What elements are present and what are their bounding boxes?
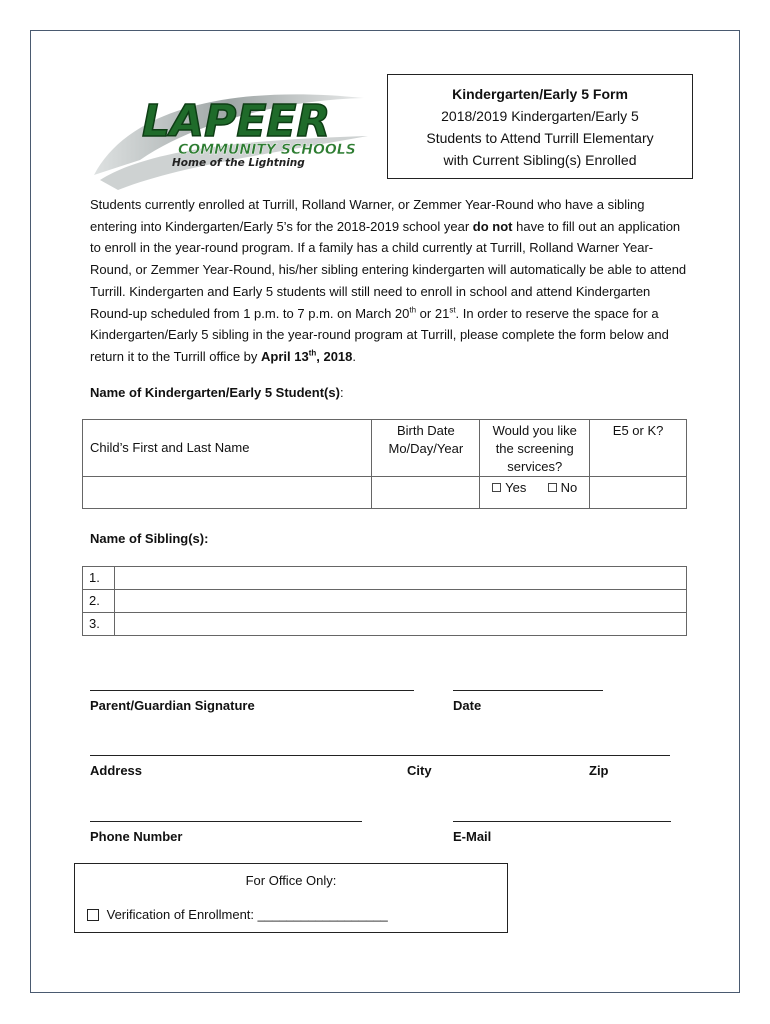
parent-signature-line[interactable] xyxy=(90,690,414,691)
sibling-name-cell[interactable] xyxy=(115,567,687,590)
form-subtitle-1: 2018/2019 Kindergarten/Early 5 xyxy=(441,108,639,124)
header-birth-line2: Mo/Day/Year xyxy=(388,441,464,456)
intro-emphasis: do not xyxy=(472,218,513,234)
student-section-label xyxy=(90,385,344,400)
email-line[interactable] xyxy=(453,821,671,822)
no-label: No xyxy=(560,480,578,495)
sibling-name-cell[interactable] xyxy=(115,613,687,636)
intro-paragraph xyxy=(90,194,690,368)
sibling-row-number: 2. xyxy=(83,590,115,613)
header-birth-date xyxy=(372,420,480,477)
student-label-text: Name of Kindergarten/Early 5 Student(s) xyxy=(90,385,340,400)
sibling-row xyxy=(83,567,687,590)
yes-label: Yes xyxy=(505,480,527,495)
intro-text-2: have to fill out an application to enroll in the year-round program. If a family has a child currently at Turrill, Rolland Warner Year-Round, or Zemmer Year-Round, his/her sibling entering kindergarten will automatically be able to attend Turrill. Kindergarten and Early 5 students will still need to enroll in school and attend Kindergarten Round-up scheduled from 1 p.m. to 7 p.m. on March 20 xyxy=(90,218,687,321)
form-subtitle-2: Students to Attend Turrill Elementary xyxy=(426,130,654,146)
birth-date-cell[interactable] xyxy=(372,477,480,509)
phone-label: Phone Number xyxy=(90,829,183,844)
sibling-row xyxy=(83,613,687,636)
e5-or-k-cell[interactable] xyxy=(590,477,687,509)
sibling-row-number: 3. xyxy=(83,613,115,636)
phone-line[interactable] xyxy=(90,821,362,822)
sibling-row xyxy=(83,590,687,613)
intro-end: . xyxy=(352,348,357,364)
no-checkbox[interactable] xyxy=(548,483,557,492)
address-label: Address xyxy=(90,763,143,778)
date-line[interactable] xyxy=(453,690,603,691)
parent-signature-label: Parent/Guardian Signature xyxy=(90,698,255,713)
header-screen-line1: Would you like xyxy=(492,423,577,438)
sibling-name-cell[interactable] xyxy=(115,590,687,613)
student-table-row xyxy=(83,477,687,509)
deadline-date: April 13 xyxy=(261,348,309,364)
form-title-box xyxy=(387,74,693,179)
child-name-cell[interactable] xyxy=(83,477,372,509)
verification-label: Verification of Enrollment: __________________ xyxy=(106,907,388,922)
verification-checkbox[interactable] xyxy=(87,909,99,921)
address-line[interactable] xyxy=(90,755,670,756)
student-table-header xyxy=(83,420,687,477)
intro-text-1: Students currently enrolled at Turrill, Rolland Warner, or Zemmer Year-Round who have a sibling entering into Kindergarten/Early 5’s for the 2018-2019 school year xyxy=(90,197,645,234)
deadline-sup: th xyxy=(308,348,317,358)
header-screen-line3: services? xyxy=(507,459,563,474)
header-birth-line1: Birth Date xyxy=(396,423,455,438)
lapeer-logo xyxy=(88,80,372,192)
logo-graphic xyxy=(88,80,372,192)
form-subtitle-3: with Current Sibling(s) Enrolled xyxy=(443,152,637,168)
logo-wordmark: LAPEER xyxy=(142,96,331,147)
header-screen-line2: the screening xyxy=(495,441,574,456)
office-title: For Office Only: xyxy=(245,873,337,888)
logo-tagline: Home of the Lightning xyxy=(172,157,305,169)
date-label: Date xyxy=(453,698,482,713)
office-only-box xyxy=(74,863,508,933)
header-e5-or-k: E5 or K? xyxy=(590,420,687,477)
sibling-table xyxy=(82,566,687,636)
intro-text-4: . In order to reserve the space for a Kindergarten/Early 5 sibling in the year-round program at Turrill, please complete the form below and return it to the Turrill office by xyxy=(90,305,669,364)
yes-checkbox[interactable] xyxy=(492,483,501,492)
header-screening xyxy=(480,420,590,477)
deadline-year: , 2018 xyxy=(316,348,353,364)
header-child-name: Child’s First and Last Name xyxy=(83,420,372,477)
student-label-colon: : xyxy=(339,385,344,400)
city-label: City xyxy=(407,763,432,778)
sibling-section-label: Name of Sibling(s): xyxy=(90,531,209,546)
zip-label: Zip xyxy=(589,763,609,778)
student-table xyxy=(82,419,687,509)
form-title: Kindergarten/Early 5 Form xyxy=(452,86,628,102)
intro-sup-2: st xyxy=(449,305,456,315)
verification-row xyxy=(87,907,388,922)
email-label: E-Mail xyxy=(453,829,492,844)
screening-choice-cell xyxy=(480,477,590,509)
intro-sup-1: th xyxy=(409,305,417,315)
intro-text-3: or 21 xyxy=(416,305,450,321)
sibling-row-number: 1. xyxy=(83,567,115,590)
logo-subtitle: COMMUNITY SCHOOLS xyxy=(178,142,356,158)
